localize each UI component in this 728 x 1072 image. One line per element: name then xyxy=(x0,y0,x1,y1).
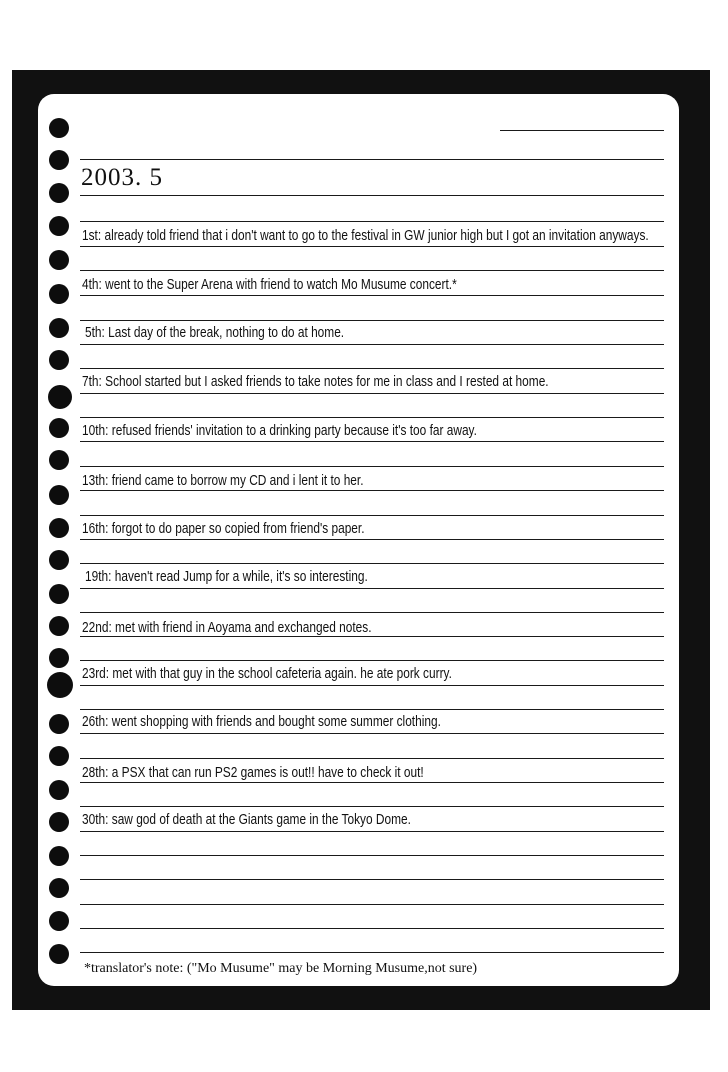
binder-hole-icon xyxy=(49,584,69,604)
binder-hole-icon xyxy=(49,812,69,832)
ruled-line xyxy=(80,270,664,271)
ruled-line xyxy=(80,855,664,856)
diary-entry: 1st: already told friend that i don't want to go to the festival in GW junior high but I got an invitation anyways. xyxy=(82,228,649,244)
binder-hole-icon xyxy=(49,318,69,338)
diary-entry: 23rd: met with that guy in the school cafeteria again. he ate pork curry. xyxy=(82,666,452,682)
diary-entry: 5th: Last day of the break, nothing to do at home. xyxy=(85,325,345,341)
binder-hole-icon xyxy=(47,672,73,698)
ruled-line xyxy=(80,295,664,296)
ruled-line xyxy=(80,246,664,247)
ruled-line xyxy=(80,466,664,467)
binder-hole-icon xyxy=(49,550,69,570)
binder-hole-icon xyxy=(49,216,69,236)
ruled-line xyxy=(80,344,664,345)
ruled-line xyxy=(80,221,664,222)
ruled-line xyxy=(80,806,664,807)
ruled-line xyxy=(80,539,664,540)
ruled-line xyxy=(80,879,664,880)
ruled-line xyxy=(80,636,664,637)
binder-hole-icon xyxy=(49,780,69,800)
binder-hole-icon xyxy=(49,118,69,138)
binder-hole-icon xyxy=(49,616,69,636)
diary-entry: 22nd: met with friend in Aoyama and exchanged notes. xyxy=(82,620,372,636)
diary-entry: 26th: went shopping with friends and bought some summer clothing. xyxy=(82,714,441,730)
binder-hole-icon xyxy=(49,648,69,668)
binder-hole-icon xyxy=(48,385,72,409)
ruled-line xyxy=(80,952,664,953)
binder-hole-icon xyxy=(49,846,69,866)
diary-entry: 7th: School started but I asked friends to take notes for me in class and I rested at home. xyxy=(82,374,549,390)
header-rule xyxy=(500,130,664,131)
ruled-line xyxy=(80,709,664,710)
binder-hole-icon xyxy=(49,418,69,438)
ruled-line xyxy=(80,515,664,516)
ruled-line xyxy=(80,393,664,394)
ruled-line xyxy=(80,159,664,160)
ruled-line xyxy=(80,782,664,783)
ruled-line xyxy=(80,758,664,759)
binder-hole-icon xyxy=(49,350,69,370)
binder-hole-icon xyxy=(49,450,69,470)
ruled-line xyxy=(80,441,664,442)
binder-hole-icon xyxy=(49,250,69,270)
ruled-line xyxy=(80,831,664,832)
ruled-line xyxy=(80,320,664,321)
diary-entry: 10th: refused friends' invitation to a drinking party because it's too far away. xyxy=(82,423,477,439)
diary-entry: 28th: a PSX that can run PS2 games is out!! have to check it out! xyxy=(82,765,424,781)
ruled-line xyxy=(80,588,664,589)
ruled-line xyxy=(80,733,664,734)
ruled-line xyxy=(80,490,664,491)
diary-entry: 4th: went to the Super Arena with friend to watch Mo Musume concert.* xyxy=(82,277,457,293)
binder-hole-icon xyxy=(49,485,69,505)
ruled-line xyxy=(80,368,664,369)
binder-hole-icon xyxy=(49,746,69,766)
diary-entry: 13th: friend came to borrow my CD and i lent it to her. xyxy=(82,473,364,489)
date-heading: 2003. 5 xyxy=(81,164,163,191)
diary-entry: 19th: haven't read Jump for a while, it's so interesting. xyxy=(85,569,368,585)
ruled-line xyxy=(80,685,664,686)
binder-hole-icon xyxy=(49,150,69,170)
binder-hole-icon xyxy=(49,518,69,538)
translator-note: *translator's note: ("Mo Musume" may be Morning Musume,not sure) xyxy=(84,961,478,976)
ruled-line xyxy=(80,928,664,929)
diary-entry: 30th: saw god of death at the Giants game in the Tokyo Dome. xyxy=(82,812,411,828)
diary-entry: 16th: forgot to do paper so copied from friend's paper. xyxy=(82,521,365,537)
binder-hole-icon xyxy=(49,878,69,898)
binder-hole-icon xyxy=(49,183,69,203)
binder-hole-icon xyxy=(49,911,69,931)
ruled-line xyxy=(80,904,664,905)
binder-hole-icon xyxy=(49,714,69,734)
binder-hole-icon xyxy=(49,944,69,964)
binder-hole-icon xyxy=(49,284,69,304)
ruled-line xyxy=(80,563,664,564)
ruled-line xyxy=(80,612,664,613)
ruled-line xyxy=(80,660,664,661)
ruled-line xyxy=(80,195,664,196)
ruled-line xyxy=(80,417,664,418)
